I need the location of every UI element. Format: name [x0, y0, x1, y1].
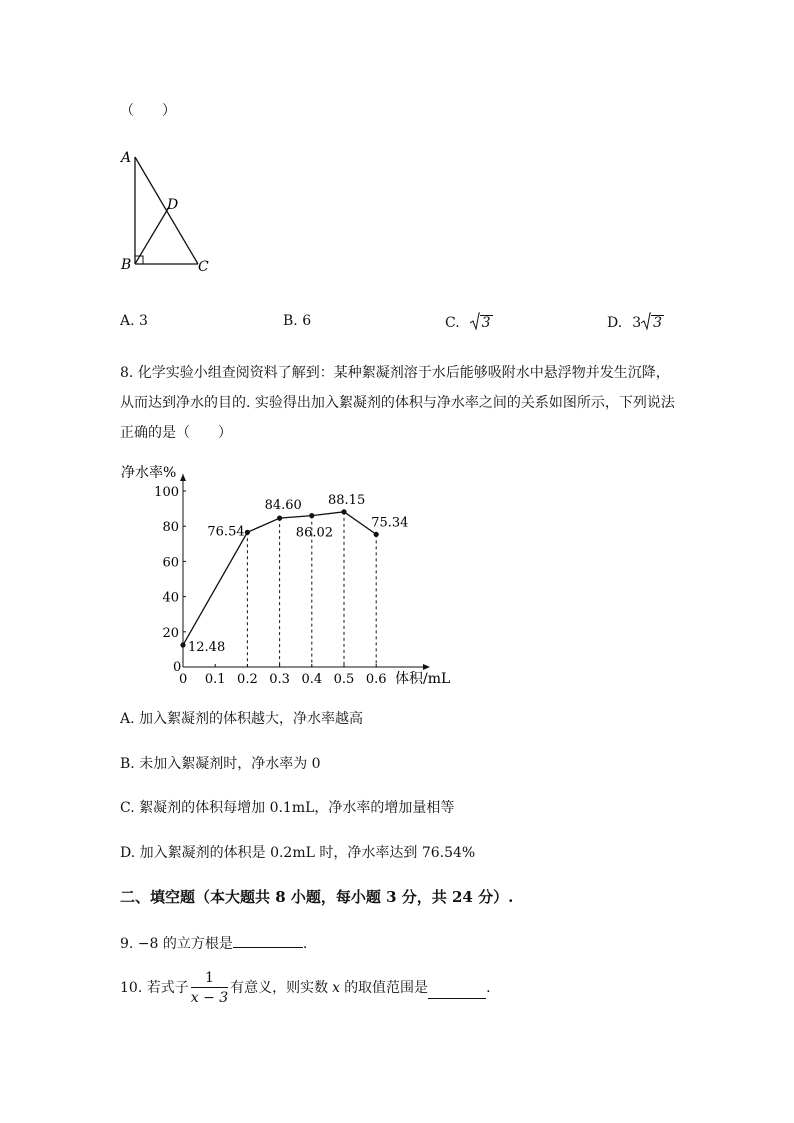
- q7-choice-c-sqrt: [470, 312, 493, 330]
- data-point: [374, 532, 379, 537]
- q10-answer-blank[interactable]: [428, 986, 486, 999]
- q8-option-a: A. 加入絮凝剂的体积越大，净水率越高: [120, 711, 364, 727]
- q8-option-d: D. 加入絮凝剂的体积是 0.2mL 时，净水率达到 76.54%: [120, 845, 476, 861]
- data-label: 88.15: [328, 492, 366, 508]
- y-tick-label: 60: [162, 555, 179, 571]
- x-tick-label: 0.6: [365, 672, 387, 687]
- q8-stem-line-3: 正确的是（ ）: [120, 425, 232, 441]
- triangle-figure: [115, 145, 225, 280]
- q9-period: .: [302, 936, 308, 952]
- sqrt-symbol: [470, 312, 480, 330]
- q8-stem-line-2: 从而达到净水的目的. 实验得出加入絮凝剂的体积与净水率之间的关系如图所示，下列说法: [120, 395, 675, 411]
- q10: [120, 971, 491, 1005]
- vertex-label-d: D: [167, 197, 179, 213]
- data-point: [341, 509, 346, 514]
- sqrt-radicand: 3: [481, 315, 491, 331]
- q7-choice-b: B. 6: [283, 313, 312, 329]
- origin-x-label: 0: [179, 672, 188, 687]
- data-label: 84.60: [264, 498, 302, 514]
- section-2-title: 二、填空题（本大题共 8 小题，每小题 3 分，共 24 分）.: [120, 888, 514, 906]
- q7-choice-c-label: C.: [445, 315, 460, 331]
- q10-middle: 有意义，则实数: [230, 980, 329, 996]
- q7-answer-paren: （ ）: [120, 103, 176, 119]
- q10-after: 的取值范围是: [344, 980, 429, 996]
- y-axis-title: 净水率%: [121, 465, 177, 481]
- q7-choice-d-label: D.: [607, 315, 623, 331]
- q8-option-c: C. 絮凝剂的体积每增加 0.1mL，净水率的增加量相等: [120, 800, 455, 816]
- sqrt-symbol: [641, 312, 651, 330]
- q9: [120, 935, 307, 951]
- data-point: [309, 513, 314, 518]
- y-tick-label: 40: [162, 590, 179, 606]
- water-purification-chart: [112, 462, 462, 696]
- data-point: [277, 516, 282, 521]
- vertex-label-c: C: [198, 259, 209, 275]
- data-point: [180, 642, 185, 647]
- sqrt-radicand: 3: [653, 315, 663, 331]
- x-axis-arrow: [423, 664, 430, 670]
- segment-bd: [135, 207, 169, 264]
- y-tick-label: 100: [154, 485, 179, 500]
- data-label: 12.48: [188, 640, 226, 656]
- q7-choice-d-coef: 3: [632, 315, 642, 331]
- origin-y-label: 0: [173, 660, 182, 675]
- q9-text: 9. −8 的立方根是: [120, 936, 233, 952]
- q8-option-b: B. 未加入絮凝剂时，净水率为 0: [120, 756, 321, 772]
- x-tick-label: 0.5: [333, 672, 355, 687]
- x-tick-label: 0.2: [237, 672, 258, 687]
- q7-choice-d-sqrt: [641, 312, 664, 330]
- q10-period: .: [486, 980, 491, 996]
- y-tick-label: 80: [162, 520, 179, 536]
- y-axis-arrow: [180, 474, 186, 481]
- x-tick-label: 0.3: [269, 672, 290, 687]
- x-axis-title: 体积/mL: [395, 671, 451, 687]
- q10-variable: x: [332, 980, 341, 996]
- q7-choice-d: [607, 312, 664, 330]
- vertex-label-a: A: [121, 150, 132, 166]
- y-tick-label: 20: [162, 625, 179, 641]
- q7-choice-c: [445, 312, 493, 330]
- x-tick-label: 0.4: [301, 672, 323, 687]
- fraction-numerator: 1: [191, 971, 228, 988]
- q8-stem-line-1: 8. 化学实验小组查阅资料了解到：某种絮凝剂溶于水后能够吸附水中悬浮物并发生沉降，: [120, 365, 670, 381]
- q9-answer-blank[interactable]: [233, 935, 303, 948]
- data-label: 86.02: [295, 525, 334, 541]
- data-point: [245, 530, 250, 535]
- data-label: 75.34: [371, 515, 409, 531]
- x-tick-label: 0.1: [204, 672, 226, 687]
- data-label: 76.54: [207, 524, 245, 540]
- vertex-label-b: B: [121, 257, 132, 273]
- q10-fraction: [191, 971, 228, 1005]
- fraction-denominator: x − 3: [190, 990, 229, 1006]
- q10-prefix: 10. 若式子: [120, 980, 189, 996]
- q7-choice-a: A. 3: [120, 313, 148, 329]
